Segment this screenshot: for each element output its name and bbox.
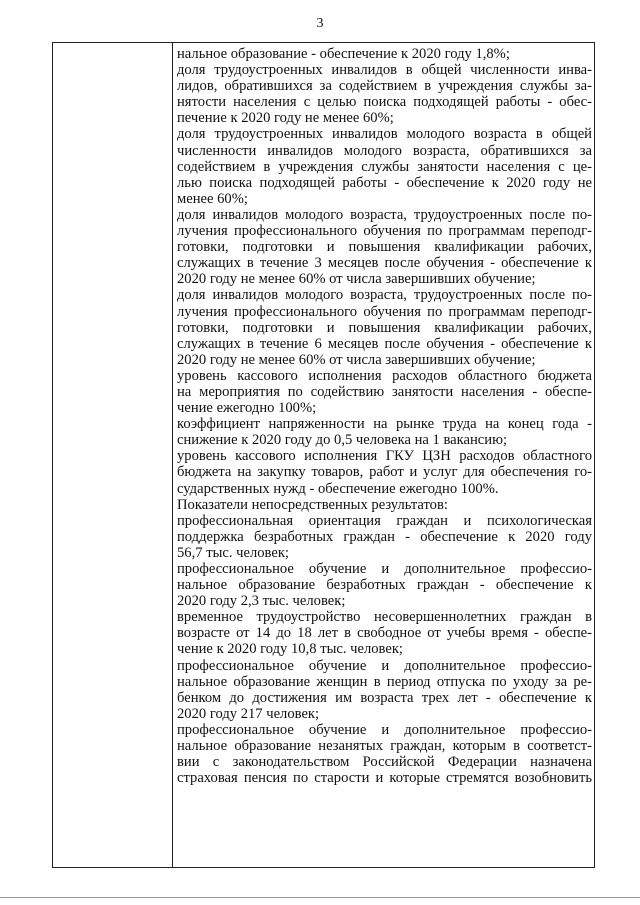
text-line: лучения профессионального обучения по программам переподг- (177, 303, 592, 320)
text-line: готовки, подготовки и повышения квалификации рабочих, (177, 239, 592, 256)
text-line: нальное образование - обеспечение к 2020 году 1,8%; (177, 46, 510, 62)
text-line: служащих в течение 6 месяцев после обучения - обеспечение к (177, 335, 592, 352)
text-line: возрасте от 14 до 18 лет в свободное от учебы время - обеспе- (177, 625, 592, 642)
text-line: лучения профессионального обучения по программам переподг- (177, 223, 592, 240)
text-line: вии с законодательством Российской Федерации назначена (177, 754, 592, 771)
text-line: содействием в учреждения службы занятости населения с це- (177, 158, 592, 175)
left-column-cell (53, 43, 173, 868)
page-number: 3 (316, 16, 324, 31)
text-line: нальное образование женщин в период отпуска по уходу за ре- (177, 673, 592, 690)
right-column-cell (173, 43, 595, 868)
text-line: временное трудоустройство несовершеннолетних граждан в (177, 609, 592, 626)
text-line: доля трудоустроенных инвалидов в общей численности инва- (177, 62, 592, 79)
text-line: страховая пенсия по старости и которые стремятся возобновить (177, 770, 592, 787)
text-line: 56,7 тыс. человек; (177, 544, 289, 561)
text-line: нальное образование безработных граждан - обеспечение к (177, 577, 592, 594)
text-line: лидов, обратившихся за содействием в учреждения службы за- (177, 78, 592, 95)
text-line: доля трудоустроенных инвалидов молодого возраста в общей (177, 126, 592, 143)
text-line: нятости населения с целью поиска подходящей работы - обес- (177, 94, 592, 111)
text-line: Показатели непосредственных результатов: (177, 496, 448, 513)
text-line: уровень кассового исполнения расходов областного бюджета (177, 367, 592, 384)
text-line: нальное образование незанятых граждан, которым в соответст- (177, 738, 592, 755)
text-line: чение ежегодно 100%; (177, 400, 317, 417)
text-line: лью поиска подходящей работы - обеспечение к 2020 году не (177, 174, 592, 191)
text-line: 2020 году 217 человек; (177, 705, 320, 722)
text-line: профессиональное обучение и дополнительное профессио- (177, 561, 592, 577)
text-line: бюджета на закупку товаров, работ и услуг для обеспечения го- (177, 464, 592, 481)
text-line: доля инвалидов молодого возраста, трудоустроенных после по- (177, 287, 592, 304)
text-line: служащих в течение 3 месяцев после обучения - обеспечение к (177, 255, 592, 272)
text-line: коэффициент напряженности на рынке труда на конец года - (177, 416, 592, 433)
text-line: профессиональное обучение и дополнительное профессио- (177, 721, 592, 738)
text-line: профессиональное обучение и дополнительное профессио- (177, 657, 592, 674)
text-line: доля инвалидов молодого возраста, трудоустроенных после по- (177, 206, 592, 223)
text-line: профессиональная ориентация граждан и психологическая (177, 512, 592, 529)
text-line: готовки, подготовки и повышения квалификации рабочих, (177, 319, 592, 336)
page-bottom-rule (0, 897, 640, 898)
document-table (52, 42, 595, 868)
text-line: численности инвалидов молодого возраста, обратившихся за (177, 142, 592, 159)
text-line: менее 60%; (177, 190, 248, 207)
text-line: снижение к 2020 году до 0,5 человека на 1 вакансию; (177, 432, 508, 449)
text-line: поддержка безработных граждан - обеспечение к 2020 году (177, 528, 592, 545)
table-row (53, 43, 595, 868)
text-line: 2020 году 2,3 тыс. человек; (177, 593, 346, 610)
text-line: печение к 2020 году не менее 60%; (177, 110, 394, 127)
text-line: сударственных нужд - обеспечение ежегодно 100%. (177, 480, 499, 497)
text-body (177, 46, 592, 786)
text-line: бенком до достижения им возраста трех лет - обеспечение к (177, 689, 592, 706)
text-line: 2020 году не менее 60% от числа завершивших обучение; (177, 271, 536, 288)
text-line: на мероприятия по содействию занятости населения - обеспе- (177, 383, 592, 400)
text-line: 2020 году не менее 60% от числа завершивших обучение; (177, 351, 536, 368)
text-line: чение к 2020 году 10,8 тыс. человек; (177, 641, 403, 658)
text-line: уровень кассового исполнения ГКУ ЦЗН расходов областного (177, 448, 592, 465)
